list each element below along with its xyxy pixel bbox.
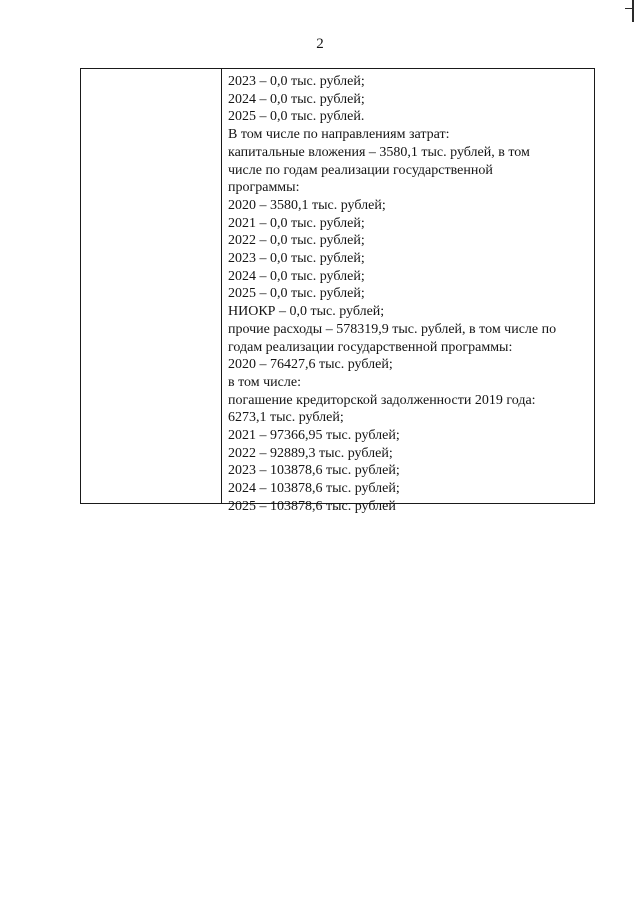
scan-edge-tick bbox=[625, 8, 634, 9]
funding-line: 2023 – 103878,6 тыс. рублей; bbox=[228, 463, 400, 479]
funding-line: годам реализации государственной программы: bbox=[228, 339, 513, 355]
table-right-cell bbox=[222, 69, 594, 514]
funding-line: прочие расходы – 578319,9 тыс. рублей, в том числе по bbox=[228, 321, 557, 337]
funding-line: НИОКР – 0,0 тыс. рублей; bbox=[228, 304, 385, 320]
funding-line: в том числе: bbox=[228, 374, 301, 390]
funding-line: 2021 – 97366,95 тыс. рублей; bbox=[228, 428, 400, 444]
funding-line: 2021 – 0,0 тыс. рублей; bbox=[228, 215, 365, 231]
funding-line: 2023 – 0,0 тыс. рублей; bbox=[228, 74, 365, 89]
funding-line: программы: bbox=[228, 180, 300, 196]
funding-line: 2022 – 92889,3 тыс. рублей; bbox=[228, 445, 393, 461]
funding-line: 2020 – 3580,1 тыс. рублей; bbox=[228, 197, 386, 213]
funding-line: 2020 – 76427,6 тыс. рублей; bbox=[228, 357, 393, 373]
funding-line: погашение кредиторской задолженности 2019 года: bbox=[228, 392, 536, 408]
table-left-cell bbox=[81, 69, 222, 503]
funding-line: В том числе по направлениям затрат: bbox=[228, 127, 450, 143]
scan-edge-mark bbox=[632, 0, 634, 22]
funding-line: капитальные вложения – 3580,1 тыс. рублей, в том bbox=[228, 144, 530, 160]
funding-line: 2022 – 0,0 тыс. рублей; bbox=[228, 233, 365, 249]
funding-table bbox=[80, 68, 595, 514]
page-number: 2 bbox=[316, 36, 324, 52]
funding-line: 2025 – 103878,6 тыс. рублей bbox=[228, 498, 396, 514]
funding-line: 2024 – 0,0 тыс. рублей; bbox=[228, 268, 365, 284]
funding-line: 2024 – 0,0 тыс. рублей; bbox=[228, 91, 365, 107]
funding-line: 6273,1 тыс. рублей; bbox=[228, 410, 344, 426]
funding-line: 2025 – 0,0 тыс. рублей; bbox=[228, 286, 365, 302]
funding-line: 2023 – 0,0 тыс. рублей; bbox=[228, 251, 365, 267]
funding-line: числе по годам реализации государственной bbox=[228, 162, 493, 178]
funding-line: 2025 – 0,0 тыс. рублей. bbox=[228, 109, 365, 125]
funding-line: 2024 – 103878,6 тыс. рублей; bbox=[228, 481, 400, 497]
